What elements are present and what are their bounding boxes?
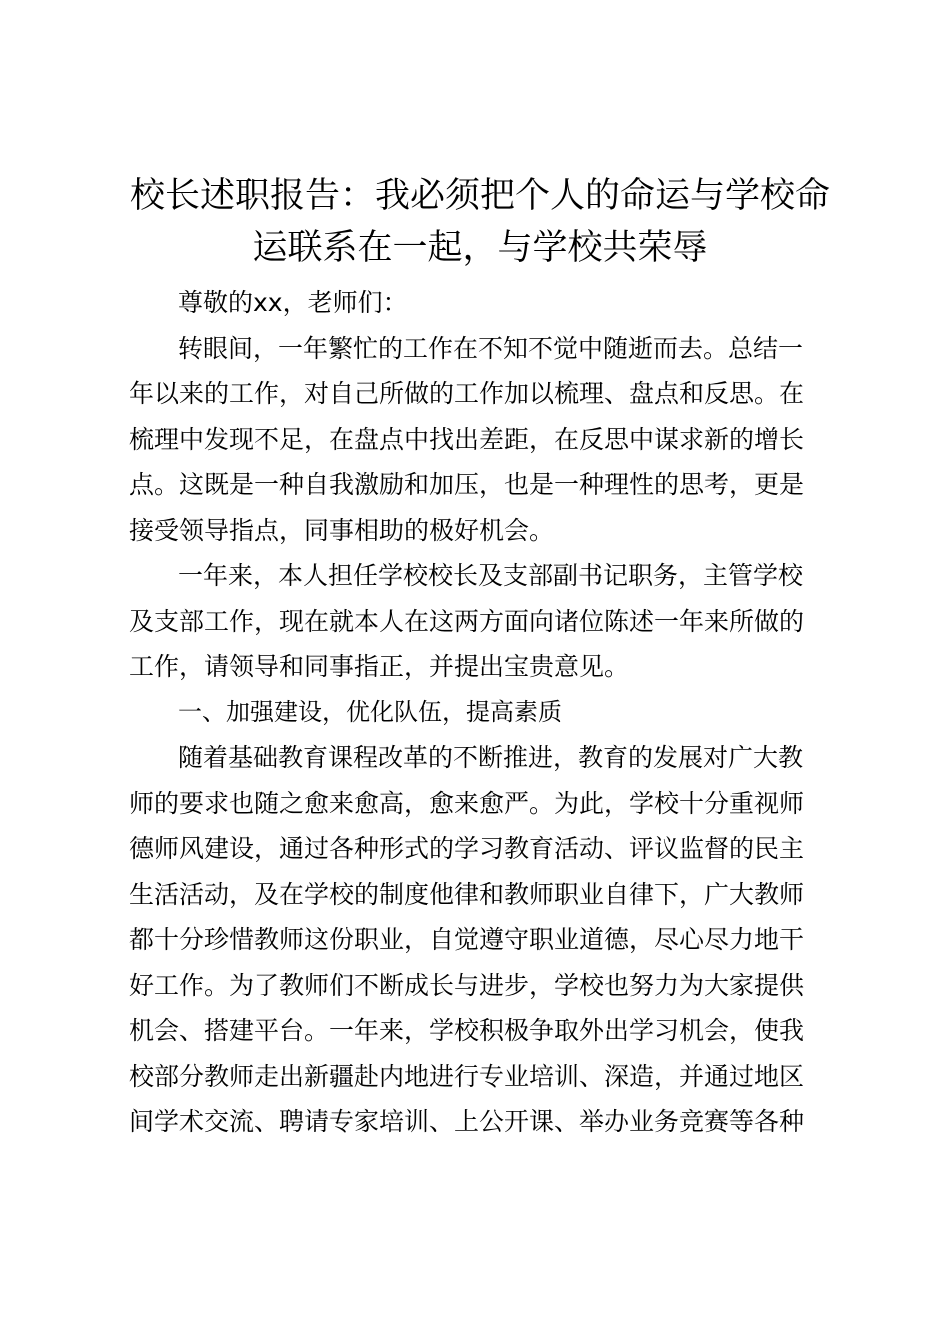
paragraph-2-line: 工作，请领导和同事指正，并提出宝贵意见。 <box>129 652 630 681</box>
section-1-heading: 一、加强建设，优化队伍，提高素质 <box>178 697 562 726</box>
salutation: 尊敬的xx，老师们： <box>178 288 408 317</box>
paragraph-1-line: 点。这既是一种自我激励和加压，也是一种理性的思考，更是 <box>129 470 805 499</box>
paragraph-3-line: 间学术交流、聘请专家培训、上公开课、举办业务竞赛等各种 <box>129 1107 805 1136</box>
paragraph-3-line: 好工作。为了教师们不断成长与进步，学校也努力为大家提供 <box>129 970 805 1000</box>
paragraph-1-line: 接受领导指点，同事相助的极好机会。 <box>129 515 555 545</box>
paragraph-3-line: 生活活动，及在学校的制度他律和教师职业自律下，广大教师 <box>129 879 805 909</box>
paragraph-1-line: 年以来的工作，对自己所做的工作加以梳理、盘点和反思。在 <box>129 379 805 408</box>
paragraph-3-line: 校部分教师走出新疆赴内地进行专业培训、深造，并通过地区 <box>129 1061 805 1091</box>
paragraph-3-line: 随着基础教育课程改革的不断推进，教育的发展对广大教 <box>178 743 804 772</box>
title-line-2: 运联系在一起，与学校共荣辱 <box>252 228 708 268</box>
paragraph-1-line: 梳理中发现不足，在盘点中找出差距，在反思中谋求新的增长 <box>129 424 805 454</box>
document-body <box>129 280 834 1145</box>
paragraph-3-line: 师的要求也随之愈来愈高，愈来愈严。为此，学校十分重视师 <box>129 788 805 818</box>
paragraph-2-line: 及支部工作，现在就本人在这两方面向诸位陈述一年来所做的 <box>129 606 805 636</box>
paragraph-3-line: 机会、搭建平台。一年来，学校积极争取外出学习机会，使我 <box>129 1016 805 1045</box>
paragraph-1-line: 转眼间，一年繁忙的工作在不知不觉中随逝而去。总结一 <box>178 333 804 363</box>
title-line-1: 校长述职报告：我必须把个人的命运与学校命 <box>129 176 830 216</box>
paragraph-3-line: 德师风建设，通过各种形式的学习教育活动、评议监督的民主 <box>129 834 805 863</box>
paragraph-2-line: 一年来，本人担任学校校长及支部副书记职务，主管学校 <box>178 561 804 590</box>
paragraph-3-line: 都十分珍惜教师这份职业，自觉遵守职业道德，尽心尽力地干 <box>129 925 805 954</box>
document-title <box>110 170 850 274</box>
